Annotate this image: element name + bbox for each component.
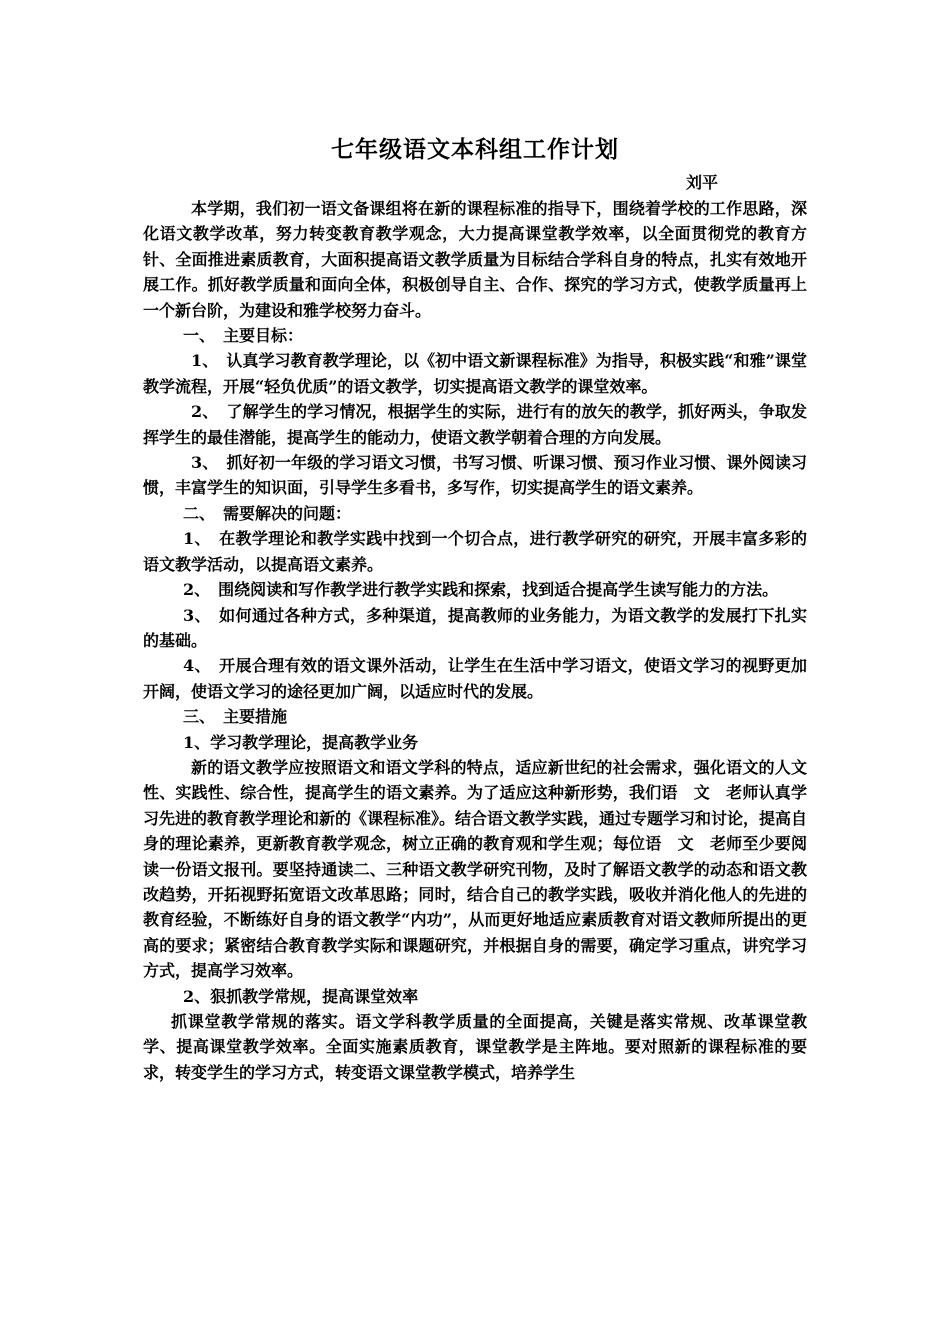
section-heading-measures: 三、 主要措施 bbox=[183, 707, 288, 727]
problem-item-3: 3、 如何通过各种方式，多种渠道，提高教师的业务能力，为语文教学的发展打下扎实的基础。 bbox=[143, 605, 807, 650]
document-title: 七年级语文本科组工作计划 bbox=[331, 136, 619, 163]
measure-body-2: 抓课堂教学常规的落实。语文学科教学质量的全面提高，关键是落实常规、改革课堂教学、提高课堂教学效率。全面实施素质教育，课堂教学是主阵地。要对照新的课程标准的要求，转变学生的学习方式，转变语文课堂教学模式，培养学生 bbox=[143, 1012, 807, 1082]
problem-item-4: 4、 开展合理有效的语文课外活动，让学生在生活中学习语文，使语文学习的视野更加开阔，使语文学习的途径更加广阔，以适应时代的发展。 bbox=[143, 656, 807, 701]
measure-heading-2: 2、狠抓教学常规，提高课堂效率 bbox=[183, 986, 419, 1006]
goal-item-2: 2、 了解学生的学习情况，根据学生的实际，进行有的放矢的教学，抓好两头，争取发挥学生的最佳潜能，提高学生的能动力，使语文教学朝着合理的方向发展。 bbox=[143, 402, 807, 447]
goal-item-3: 3、 抓好初一年级的学习语文习惯，书写习惯、听课习惯、预习作业习惯、课外阅读习惯，丰富学生的知识面，引导学生多看书，多写作，切实提高学生的语文素养。 bbox=[143, 453, 807, 498]
problem-item-2: 2、 围绕阅读和写作教学进行教学实践和探索，找到适合提高学生读写能力的方法。 bbox=[183, 580, 779, 600]
intro-paragraph: 本学期，我们初一语文备课组将在新的课程标准的指导下，围绕着学校的工作思路，深化语文教学改革，努力转变教育教学观念，大力提高课堂教学效率，以全面贯彻党的教育方针、全面推进素质教育，大面积提高语文教学质量为目标结合学科自身的特点，扎实有效地开展工作。抓好教学质量和面向全体，积极创导自主、合作、探究的学习方式，使教学质量再上一个新台阶，为建设和雅学校努力奋斗。 bbox=[143, 199, 807, 320]
goal-item-1: 1、 认真学习教育教学理论，以《初中语文新课程标准》为指导，积极实践“和雅”课堂教学流程，开展“轻负优质”的语文教学，切实提高语文教学的课堂效率。 bbox=[143, 351, 807, 396]
section-heading-goals: 一、 主要目标： bbox=[183, 326, 304, 346]
document-body bbox=[143, 130, 807, 1085]
measure-body-1: 新的语文教学应按照语文和语文学科的特点，适应新世纪的社会需求，强化语文的人文性、实践性、综合性，提高学生的语文素养。为了适应这种新形势，我们语 文 老师认真学习先进的教育教学理论和新的《课程标准》。结合语文教学实践，通过专题学习和讨论，提高自身的理论素养，更新教育教学观念，树立正确的教育观和学生观；每位语 文 老师至少要阅读一份语文报刊。要坚持通读二、三种语文教学研究刊物，及时了解语文教学的动态和语文教改趋势，开拓视野拓宽语文改革思路；同时，结合自己的教学实践，吸收并消化他人的先进的教育经验，不断练好自身的语文教学“内功”，从而更好地适应素质教育对语文教师所提出的更高的要求；紧密结合教育教学实际和课题研究，并根据自身的需要，确定学习重点，讲究学习方式，提高学习效率。 bbox=[143, 757, 808, 981]
problem-item-1: 1、 在教学理论和教学实践中找到一个切合点，进行教学研究的研究，开展丰富多彩的语文教学活动，以提高语文素养。 bbox=[143, 529, 807, 574]
author-name: 刘平 bbox=[686, 173, 719, 192]
measure-heading-1: 1、学习教学理论，提高教学业务 bbox=[183, 732, 419, 752]
section-heading-problems: 二、 需要解决的问题： bbox=[183, 503, 352, 523]
